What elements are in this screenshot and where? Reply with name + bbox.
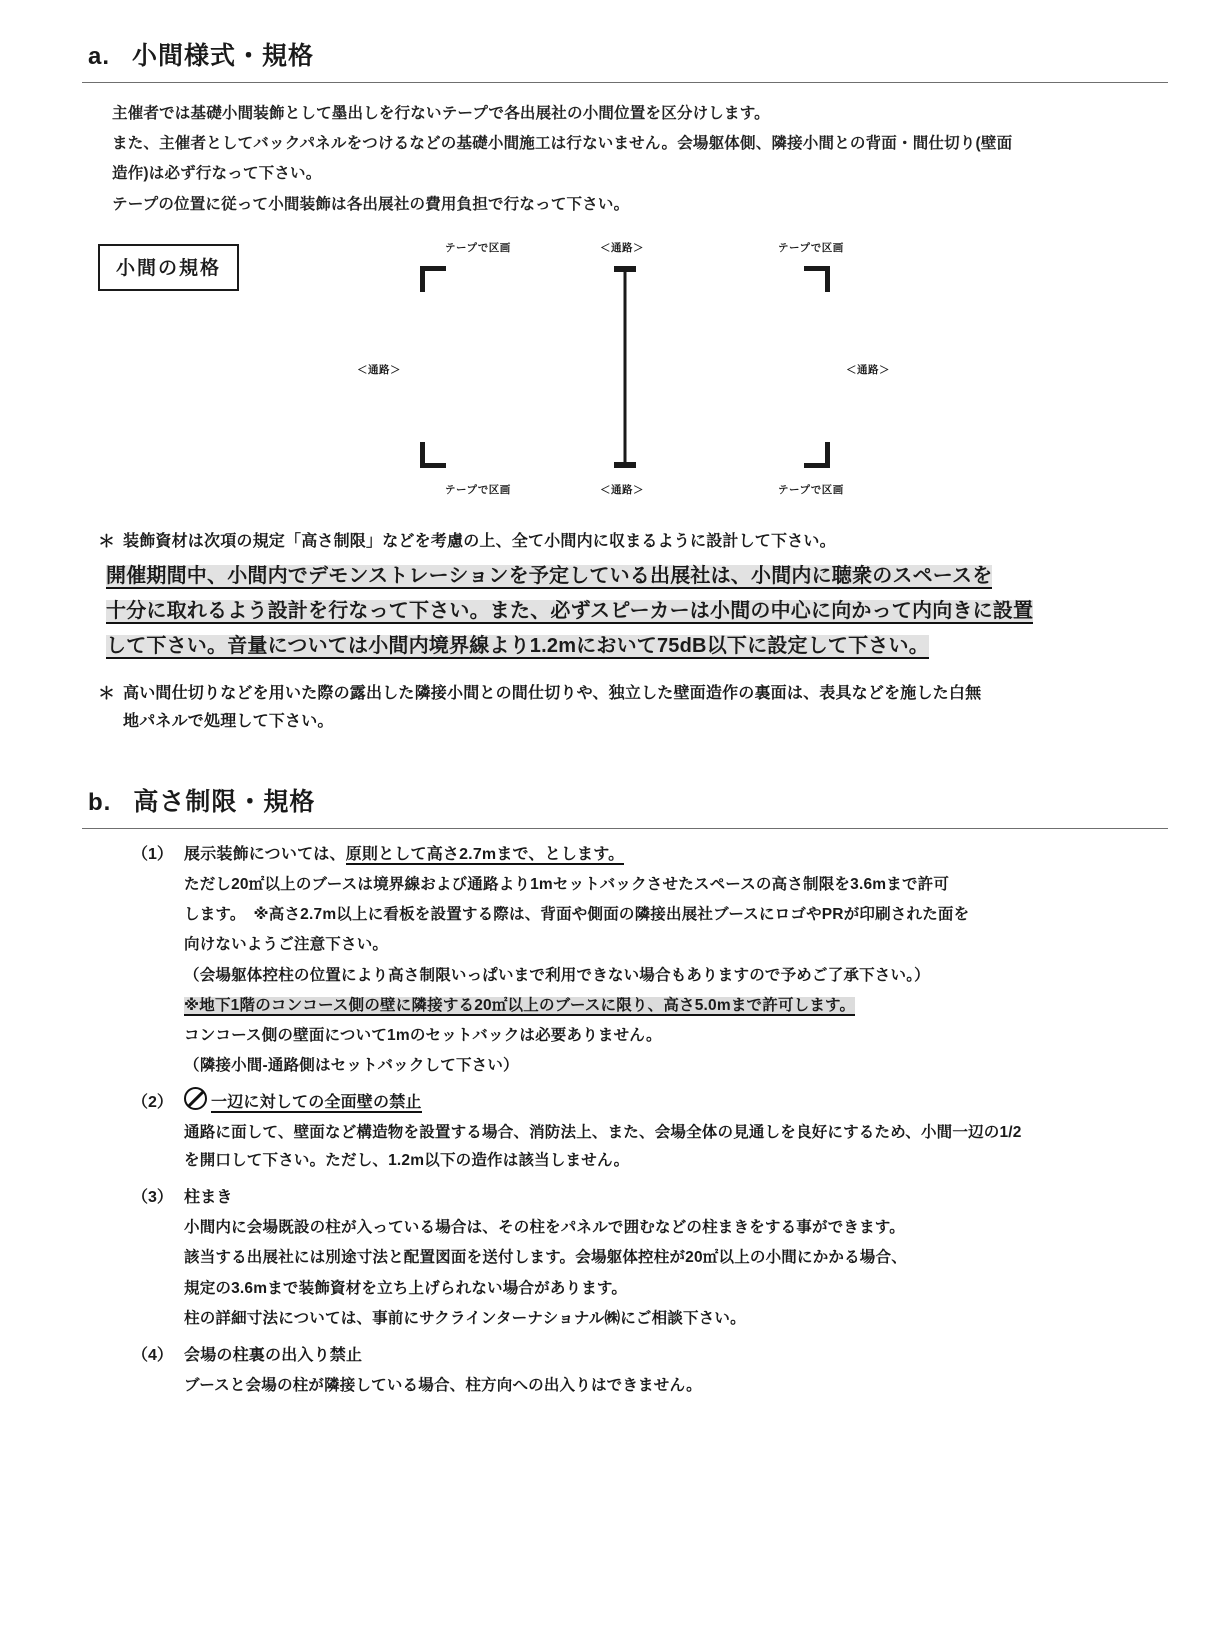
corner-bottom-left xyxy=(420,442,446,468)
label-tape-bottom-left: テープで区画 xyxy=(445,483,511,496)
list-item-2 xyxy=(132,1087,1168,1118)
list-item-1-line-1: ただし20㎡以上のブースは境界線および通路より1mセットバックさせたスペースの高さ制限を3.6mまで許可 xyxy=(184,875,950,893)
note-2-line-2: 地パネルで処理して下さい。 xyxy=(123,712,334,730)
highlight-line-3: して下さい。音量については小間内境界線より1.2mにおいて75dB以下に設定して下さい。 xyxy=(106,634,929,657)
label-aisle-right: ＜通路＞ xyxy=(846,363,890,376)
section-a-intro xyxy=(60,99,1168,220)
list-item-2-body-post: 。ただし、1.2m以下の造作は該当しません。 xyxy=(309,1152,630,1170)
list-item-3-number: （3） xyxy=(132,1189,173,1207)
corner-bottom-right xyxy=(804,442,830,468)
note-decoration-materials xyxy=(60,528,1168,557)
list-item-3-title: 柱まき xyxy=(184,1189,233,1207)
label-aisle-top: ＜通路＞ xyxy=(600,241,644,254)
list-item-1-line-4: （会場躯体控柱の位置により高さ制限いっぱいまで利用できない場合もありますので予めご了承下さい。） xyxy=(184,966,930,984)
list-item-1-highlight: ※地下1階のコンコース側の壁に隣接する20㎡以上のブースに限り、高さ5.0mまで許可します。 xyxy=(184,996,856,1014)
divider-cap-bottom xyxy=(614,462,636,468)
section-b-heading xyxy=(60,782,1168,818)
label-tape-top-right: テープで区画 xyxy=(778,241,844,254)
booth-spec-badge: 小間の規格 xyxy=(98,244,239,291)
list-item-2-body-bold2: を開口して下さい xyxy=(184,1152,310,1170)
prohibition-icon xyxy=(184,1087,207,1110)
list-item-1-highlight-wrap xyxy=(132,991,1168,1021)
list-item-1-lead-plain: 展示装飾については、 xyxy=(184,845,346,863)
section-b-divider xyxy=(82,828,1168,829)
list-item-1-number: （1） xyxy=(132,845,173,863)
highlight-line-1: 開催期間中、小間内でデモンストレーションを予定している出展社は、小間内に聴衆のスペースを xyxy=(106,564,993,587)
corner-top-left xyxy=(420,266,446,292)
label-tape-bottom-right: テープで区画 xyxy=(778,483,844,496)
section-a-paragraph-2: また、主催者としてバックパネルをつけるなどの基礎小間施工は行ないません。会場躯体側、隣接小間との背面・間仕切り(壁面 xyxy=(112,135,1013,153)
section-b-letter: b. xyxy=(88,788,112,816)
note-2-text xyxy=(123,680,981,736)
list-item-1-line-6: （隣接小間-通路側はセットバックして下さい） xyxy=(184,1057,519,1075)
list-item-1-line-2: します。 ※高さ2.7m以上に看板を設置する際は、背面や側面の隣接出展社ブースにロゴやPRが印刷された面を xyxy=(184,906,970,924)
list-item-3-line-4: 柱の詳細寸法については、事前にサクラインターナショナル㈱にご相談下さい。 xyxy=(184,1309,746,1327)
list-item-3-line-3: 規定の3.6mまで装飾資材を立ち上げられない場合があります。 xyxy=(184,1279,628,1297)
label-tape-top-left: テープで区画 xyxy=(445,241,511,254)
list-item-4 xyxy=(132,1340,1168,1371)
section-a-paragraph-4: テープの位置に従って小間装飾は各出展社の費用負担で行なって下さい。 xyxy=(112,195,630,213)
section-a-letter: a. xyxy=(88,43,111,70)
list-item-1-lead-underline: 原則として高さ2.7mまで、とします。 xyxy=(345,845,625,863)
list-item-2-number: （2） xyxy=(132,1094,173,1112)
divider-cap-top xyxy=(614,266,636,272)
section-b-title: 高さ制限・規格 xyxy=(133,787,316,816)
list-item-4-title: 会場の柱裏の出入り禁止 xyxy=(184,1347,363,1365)
section-a-paragraph-1: 主催者では基礎小間装飾として墨出しを行ないテープで各出展社の小間位置を区分けします。 xyxy=(112,105,770,122)
list-item-1-lead xyxy=(184,839,624,870)
list-item-2-body-pre: 通路に面して、壁面など構造物を設置する場合、消防法上、また、会場全体の見通しを良好にするため、 xyxy=(184,1123,921,1141)
list-item-4-number: （4） xyxy=(132,1347,173,1365)
list-item-2-title-wrap xyxy=(184,1087,422,1118)
list-item-2-body xyxy=(132,1119,1168,1148)
section-a-title: 小間様式・規格 xyxy=(132,42,315,70)
list-item-4-line-1: ブースと会場の柱が隣接している場合、柱方向への出入りはできません。 xyxy=(184,1377,702,1395)
asterisk-icon: ＊ xyxy=(98,531,115,551)
list-item-2-title: 一辺に対しての全面壁の禁止 xyxy=(211,1094,422,1112)
label-aisle-left: ＜通路＞ xyxy=(357,363,401,376)
label-aisle-bottom: ＜通路＞ xyxy=(600,483,644,496)
booth-diagram xyxy=(60,234,1168,524)
section-a-heading xyxy=(60,36,1168,72)
note-1-text: 装飾資材は次項の規定「高さ制限」などを考慮の上、全て小間内に収まるように設計して下さい。 xyxy=(123,532,836,550)
list-item-2-body-bold1: 小間一辺の1/2 xyxy=(920,1123,1022,1141)
height-rules-list xyxy=(60,839,1168,1402)
corner-top-right xyxy=(804,266,830,292)
list-item-1 xyxy=(132,839,1168,870)
asterisk-icon-2: ＊ xyxy=(98,683,115,703)
note-partition-backside xyxy=(60,680,1168,736)
section-a-paragraph-3: 造作)は必ず行なって下さい。 xyxy=(112,165,322,183)
highlight-line-2: 十分に取れるよう設計を行なって下さい。また、必ずスピーカーは小間の中心に向かって内向きに設置 xyxy=(106,599,1034,622)
booth-center-divider xyxy=(624,266,627,468)
list-item-3-line-1: 小間内に会場既設の柱が入っている場合は、その柱をパネルで囲むなどの柱まきをする事ができます。 xyxy=(184,1219,905,1237)
note-2-line-1: 高い間仕切りなどを用いた際の露出した隣接小間との間仕切りや、独立した壁面造作の裏面は、表具などを施した白無 xyxy=(123,684,982,702)
list-item-1-line-5: コンコース側の壁面について1mのセットバックは必要ありません。 xyxy=(184,1027,662,1045)
list-item-1-line-3: 向けないようご注意下さい。 xyxy=(184,936,389,954)
booth-outline xyxy=(420,266,830,468)
list-item-3-line-2: 該当する出展社には別途寸法と配置図面を送付します。会場躯体控柱が20㎡以上の小間にかかる場合、 xyxy=(184,1249,907,1267)
section-a-divider xyxy=(82,82,1168,83)
list-item-2-body-2 xyxy=(132,1147,1168,1176)
list-item-3 xyxy=(132,1182,1168,1213)
demonstration-highlight xyxy=(60,559,1168,664)
